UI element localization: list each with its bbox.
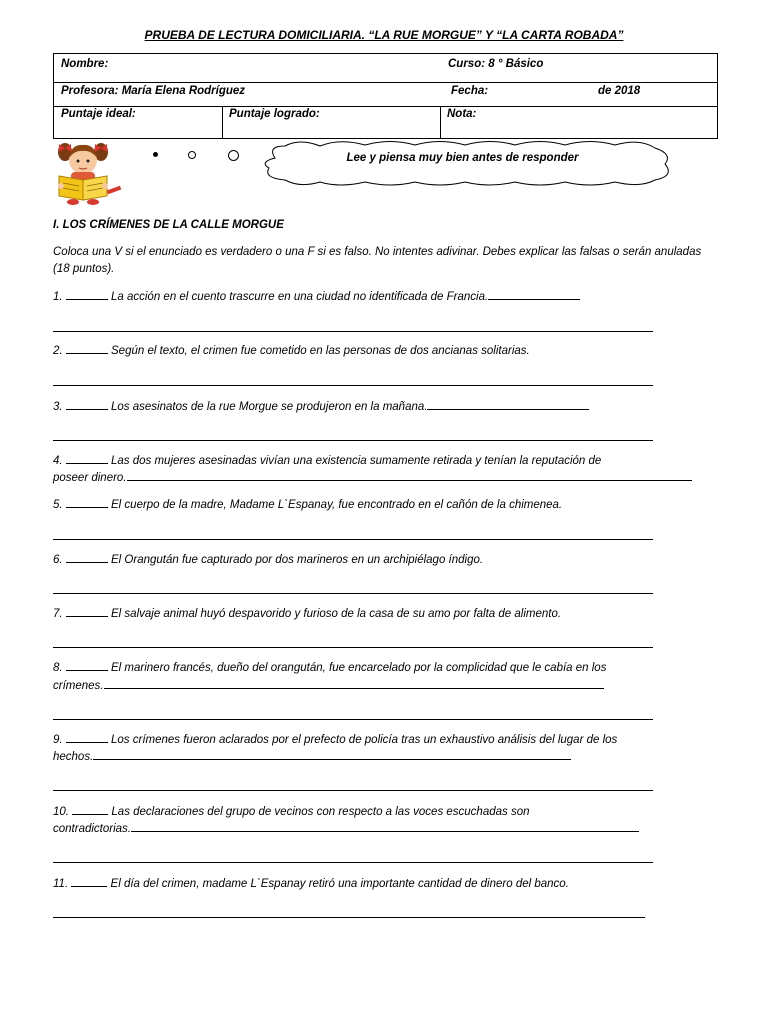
answer-line[interactable] bbox=[53, 862, 653, 863]
info-row-nombre bbox=[54, 54, 717, 83]
question-text-continued: poseer dinero. bbox=[53, 472, 127, 484]
thought-dot-icon bbox=[188, 151, 196, 159]
question-text: El día del crimen, madame L`Espanay retiró una importante cantidad de dinero del banco. bbox=[110, 878, 569, 890]
year-label: de 2018 bbox=[598, 85, 641, 97]
question-8 bbox=[53, 659, 713, 677]
question-2 bbox=[53, 342, 713, 360]
question-text: Los crímenes fueron aclarados por el prefecto de policía tras un exhaustivo análisis del lugar de los bbox=[111, 734, 618, 746]
answer-blank[interactable] bbox=[127, 469, 692, 481]
question-number: 11. bbox=[53, 878, 69, 890]
answer-blank[interactable] bbox=[72, 803, 108, 815]
answer-line[interactable] bbox=[53, 917, 645, 918]
answer-line[interactable] bbox=[53, 440, 653, 441]
question-number: 2. bbox=[53, 345, 63, 357]
answer-blank[interactable] bbox=[66, 659, 108, 671]
question-text: El Orangután fue capturado por dos marineros en un archipiélago índigo. bbox=[111, 554, 484, 566]
question-number: 5. bbox=[53, 499, 63, 511]
student-info-table bbox=[53, 53, 718, 139]
question-10 bbox=[53, 803, 713, 821]
question-text: El salvaje animal huyó despavorido y furioso de la casa de su amo por falta de alimento. bbox=[111, 608, 562, 620]
question-5 bbox=[53, 496, 713, 514]
thought-dot-icon bbox=[228, 150, 239, 161]
answer-blank[interactable] bbox=[66, 496, 108, 508]
question-number: 10. bbox=[53, 806, 69, 818]
answer-blank[interactable] bbox=[66, 452, 108, 464]
question-4 bbox=[53, 452, 713, 470]
answer-blank[interactable] bbox=[427, 398, 589, 410]
answer-line[interactable] bbox=[53, 593, 653, 594]
info-row-puntaje bbox=[54, 106, 717, 139]
question-number: 3. bbox=[53, 401, 63, 413]
question-number: 9. bbox=[53, 734, 63, 746]
answer-blank[interactable] bbox=[66, 605, 108, 617]
question-text-continued: crímenes. bbox=[53, 680, 104, 692]
question-8-continued bbox=[53, 677, 713, 695]
callout-text: Lee y piensa muy bien antes de responder bbox=[346, 152, 579, 164]
question-9-continued bbox=[53, 748, 713, 766]
question-7 bbox=[53, 605, 713, 623]
question-9 bbox=[53, 731, 713, 749]
question-text: Según el texto, el crimen fue cometido en las personas de dos ancianas solitarias. bbox=[111, 345, 530, 357]
profesora-label: Profesora: María Elena Rodríguez bbox=[61, 85, 246, 97]
nombre-label: Nombre: bbox=[61, 58, 109, 70]
puntaje-logrado-label: Puntaje logrado: bbox=[229, 108, 320, 120]
thought-dot-icon bbox=[153, 152, 158, 157]
question-text: La acción en el cuento trascurre en una ciudad no identificada de Francia. bbox=[111, 291, 489, 303]
girl-reading-icon bbox=[53, 140, 123, 206]
answer-blank[interactable] bbox=[104, 677, 604, 689]
answer-blank[interactable] bbox=[71, 875, 107, 887]
question-number: 1. bbox=[53, 291, 63, 303]
answer-line[interactable] bbox=[53, 719, 653, 720]
question-number: 6. bbox=[53, 554, 63, 566]
curso-label: Curso: 8 ° Básico bbox=[448, 58, 544, 70]
question-text: El marinero francés, dueño del orangután, fue encarcelado por la complicidad que le cabía en los bbox=[111, 662, 607, 674]
answer-blank[interactable] bbox=[93, 748, 571, 760]
question-10-continued bbox=[53, 820, 713, 838]
answer-blank[interactable] bbox=[488, 288, 580, 300]
question-number: 8. bbox=[53, 662, 63, 674]
question-number: 4. bbox=[53, 455, 63, 467]
worksheet-title: PRUEBA DE LECTURA DOMICILIARIA. “LA RUE MORGUE” Y “LA CARTA ROBADA” bbox=[144, 28, 624, 42]
question-3 bbox=[53, 398, 713, 416]
puntaje-ideal-label: Puntaje ideal: bbox=[61, 108, 136, 120]
answer-blank[interactable] bbox=[66, 551, 108, 563]
answer-line[interactable] bbox=[53, 539, 653, 540]
section-instructions: Coloca una V si el enunciado es verdadero o una F si es falso. No intentes adivinar. Debes explicar las falsas o serán anuladas (18 puntos). bbox=[53, 246, 702, 275]
question-text: Los asesinatos de la rue Morgue se produjeron en la mañana. bbox=[111, 401, 428, 413]
question-6 bbox=[53, 551, 713, 569]
answer-blank[interactable] bbox=[66, 731, 108, 743]
thought-cloud-icon bbox=[255, 140, 675, 188]
answer-line[interactable] bbox=[53, 385, 653, 386]
table-divider bbox=[440, 106, 441, 139]
question-text-continued: hechos. bbox=[53, 751, 94, 763]
answer-blank[interactable] bbox=[66, 342, 108, 354]
question-number: 7. bbox=[53, 608, 63, 620]
question-11 bbox=[53, 875, 713, 893]
table-divider bbox=[222, 106, 223, 139]
section-heading: I. LOS CRÍMENES DE LA CALLE MORGUE bbox=[53, 219, 284, 231]
answer-blank[interactable] bbox=[66, 288, 108, 300]
answer-line[interactable] bbox=[53, 647, 653, 648]
nota-label: Nota: bbox=[447, 108, 477, 120]
question-1 bbox=[53, 288, 713, 306]
answer-blank[interactable] bbox=[131, 820, 639, 832]
question-text: El cuerpo de la madre, Madame L`Espanay, fue encontrado en el cañón de la chimenea. bbox=[111, 499, 563, 511]
answer-line[interactable] bbox=[53, 331, 653, 332]
answer-line[interactable] bbox=[53, 790, 653, 791]
question-text: Las dos mujeres asesinadas vivían una existencia sumamente retirada y tenían la reputación de bbox=[111, 455, 602, 467]
fecha-label: Fecha: bbox=[451, 85, 489, 97]
answer-blank[interactable] bbox=[66, 398, 108, 410]
info-row-profesora bbox=[54, 82, 717, 107]
question-text: Las declaraciones del grupo de vecinos con respecto a las voces escuchadas son bbox=[111, 806, 530, 818]
question-4-continued bbox=[53, 469, 713, 487]
question-text-continued: contradictorias. bbox=[53, 823, 131, 835]
